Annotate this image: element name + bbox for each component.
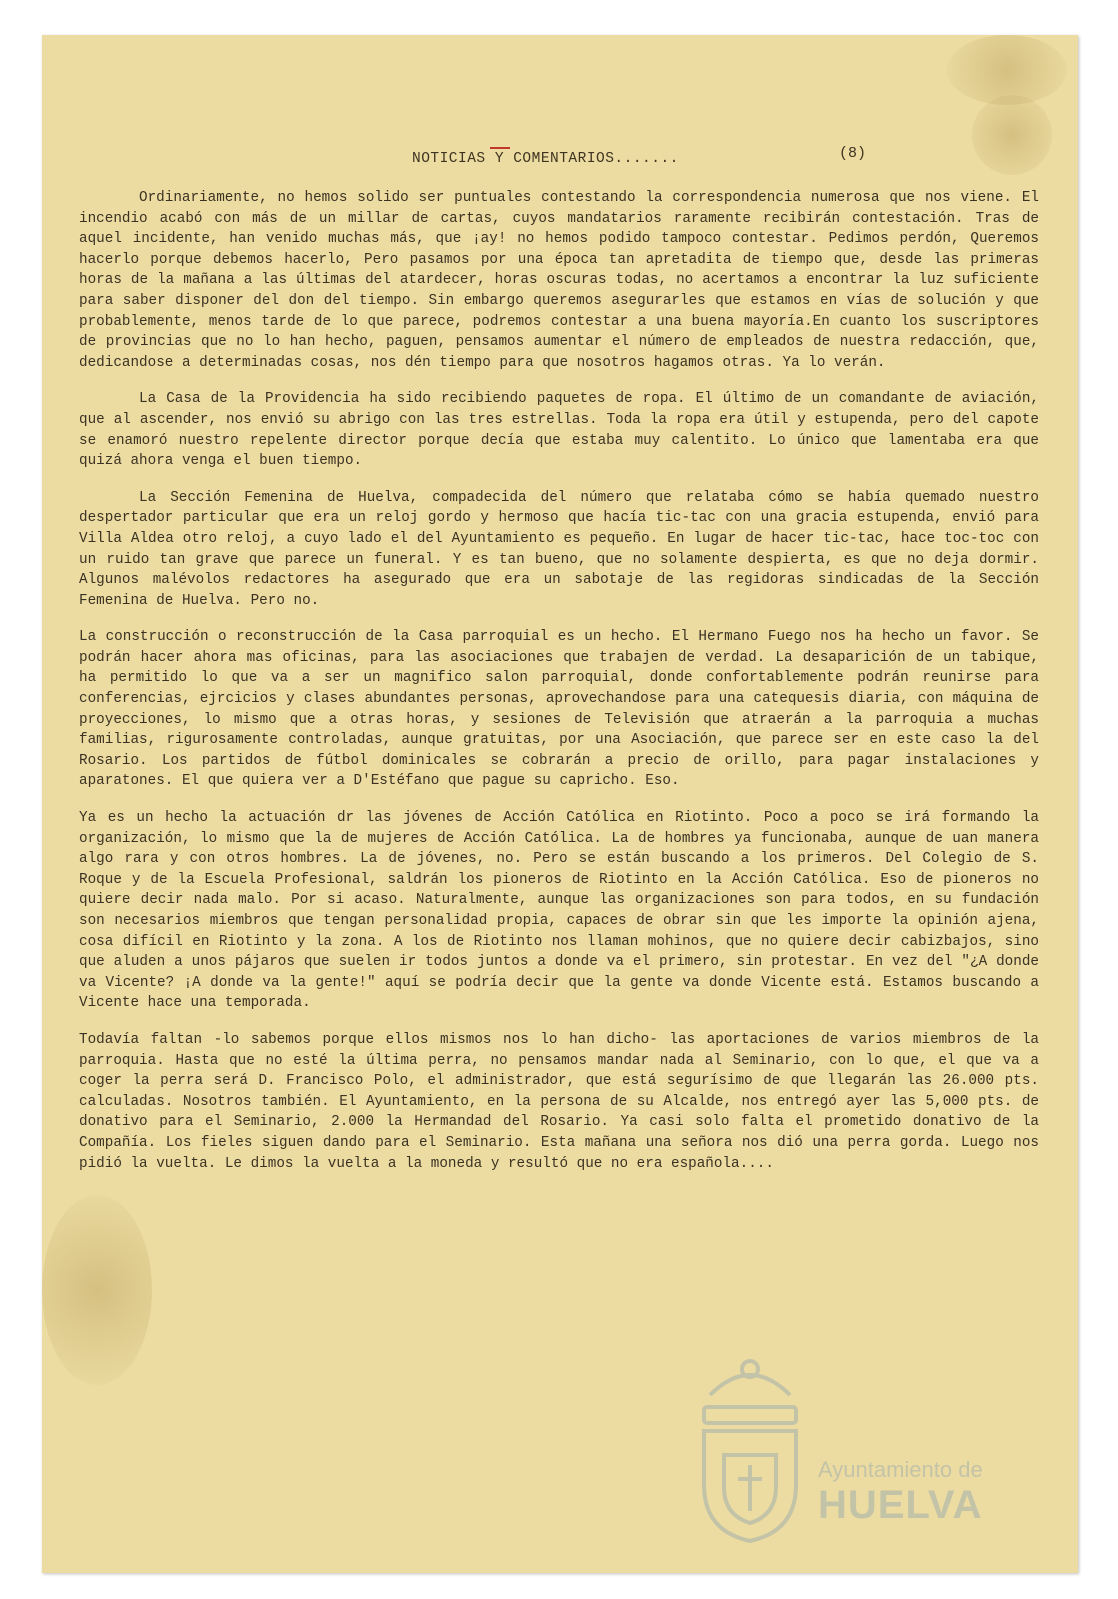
paragraph: La Casa de la Providencia ha sido recibiendo paquetes de ropa. El último de un comandante de aviación, que al ascender, nos envió su abrigo con las tres estrellas. Toda la ropa era útil y estupenda, pero del capote se enamoró nuestro repelente director porque decía que estaba muy calentito. Lo único que lamentaba era que quizá ahora venga el buen tiempo.	[79, 391, 1039, 470]
paper-stain	[972, 95, 1052, 175]
watermark-line-2: HUELVA	[818, 1483, 983, 1527]
paper-stain	[42, 1195, 152, 1385]
page-title: NOTICIAS Y COMENTARIOS.......	[412, 151, 679, 167]
paragraph: Ordinariamente, no hemos solido ser puntuales contestando la correspondencia numerosa que nos viene. El incendio acabó con más de un millar de cartas, cuyos mandatarios raramente recibirán contestación. Tras de aquel incidente, han venido muchas más, que ¡ay! no hemos podido tampoco contestar. Pedimos perdón, Queremos hacerlo porque debemos hacerlo, Pero pasamos por una época tan apretadita de tiempo que, desde las primeras horas de la mañana a las últimas del atardecer, horas oscuras todas, no acertamos a encontrar la luz suficiente para saber disponer del don del tiempo. Sin embargo queremos asegurarles que estamos en vías de solución y que probablemente, menos tarde de lo que parece, podremos contestar a una buena mayoría.En cuanto los suscriptores de provincias que no lo han hecho, paguen, pensamos aumentar el número de empleados de nuestra redacción, que, dedicandose a determinadas cosas, nos dén tiempo para que nosotros hagamos otras. Ya lo verán.	[79, 190, 1039, 371]
paragraph: La Sección Femenina de Huelva, compadecida del número que relataba cómo se había quemado nuestro despertador particular que era un reloj gordo y hermoso que hacía tic-tac con una gracia estupenda, envió para Villa Aldea otro reloj, a cuyo lado el del Ayuntamiento es pequeño. En lugar de hacer tic-tac, hace toc-toc con un ruido tan grave que parece un funeral. Y es tan bueno, que no solamente despierta, es que no deja dormir. Algunos malévolos redactores ha asegurado que era un sabotaje de las regidoras sindicadas de la Sección Femenina de Huelva. Pero no.	[79, 489, 1039, 609]
red-ink-mark	[490, 147, 510, 149]
document-sheet	[42, 35, 1078, 1573]
paragraph: Todavía faltan -lo sabemos porque ellos mismos nos lo han dicho- las aportaciones de varios miembros de la parroquia. Hasta que no esté la última perra, no pensamos mandar nada al Seminario, con lo que, el que va a coger la perra será D. Francisco Polo, el administrador, que está segurísimo de que llegarán las 26.000 pts. calculadas. Nosotros también. El Ayuntamiento, en la persona de su Alcalde, nos entregó ayer las 5,000 pts. de donativo para el Seminario, 2.000 la Hermandad del Rosario. Ya casi solo falta el prometido donativo de la Compañía. Los fieles siguen dando para el Seminario. Esta mañana una señora nos dió una perra gorda. Luego nos pidió la vuelta. Le dimos la vuelta a la moneda y resultó que no era española....	[79, 1031, 1039, 1172]
watermark-logo	[690, 1355, 1030, 1545]
document-body	[79, 188, 1039, 1190]
coat-of-arms-icon	[690, 1355, 810, 1545]
page-number: (8)	[839, 145, 867, 162]
paper-stain	[947, 35, 1067, 105]
paragraph: Ya es un hecho la actuación dr las jóvenes de Acción Católica en Riotinto. Poco a poco se irá formando la organización, lo mismo que la de mujeres de Acción Católica. La de hombres ya funcionaba, aunque de uan manera algo rara y con otros hombres. La de jóvenes, no. Pero se están buscando a los primeros. Del Colegio de S. Roque y de la Escuela Profesional, saldrán los pioneros de Riotinto en la Acción Católica. Eso de pioneros no quiere decir nada malo. Por si acaso. Naturalmente, aunque las organizaciones son para todos, en su fundación son necesarios miembros que tengan personalidad propia, capaces de obrar sin que les importe la opinión ajena, cosa difícil en Riotinto y la zona. A los de Riotinto nos llaman mohinos, que no quiere decir cabizbajos, sino que aluden a unos pájaros que suelen ir todos juntos a donde va el primero, sin protestar. En vez del "¿A donde va Vicente? ¡A donde va la gente!" aquí se podría decir que la gente va donde Vicente está. Estamos buscando a Vicente hace una temporada.	[79, 810, 1039, 1012]
watermark-line-1: Ayuntamiento de	[818, 1457, 983, 1482]
paragraph: La construcción o reconstrucción de la Casa parroquial es un hecho. El Hermano Fuego nos ha hecho un favor. Se podrán hacer ahora mas oficinas, para las asociaciones que trabajen de verdad. La desaparición de un tabique, ha permitido lo que va a ser un magnifico salon parroquial, donde confortablemente podrán reunirse para conferencias, ejrcicios y clases abundantes personas, aprovechandose para una catequesis diaria, con máquina de proyecciones, lo mismo que a otras horas, y sesiones de Televisión que atraerán a la parroquia a muchas familias, rigurosamente controladas, aunque gratuitas, por una Asociación, que parece ser en este caso la del Rosario. Los partidos de fútbol dominicales se cobrarán a precio de orillo, para pagar instalaciones y aparatones. El que quiera ver a D'Estéfano que pague su capricho. Eso.	[79, 629, 1039, 790]
